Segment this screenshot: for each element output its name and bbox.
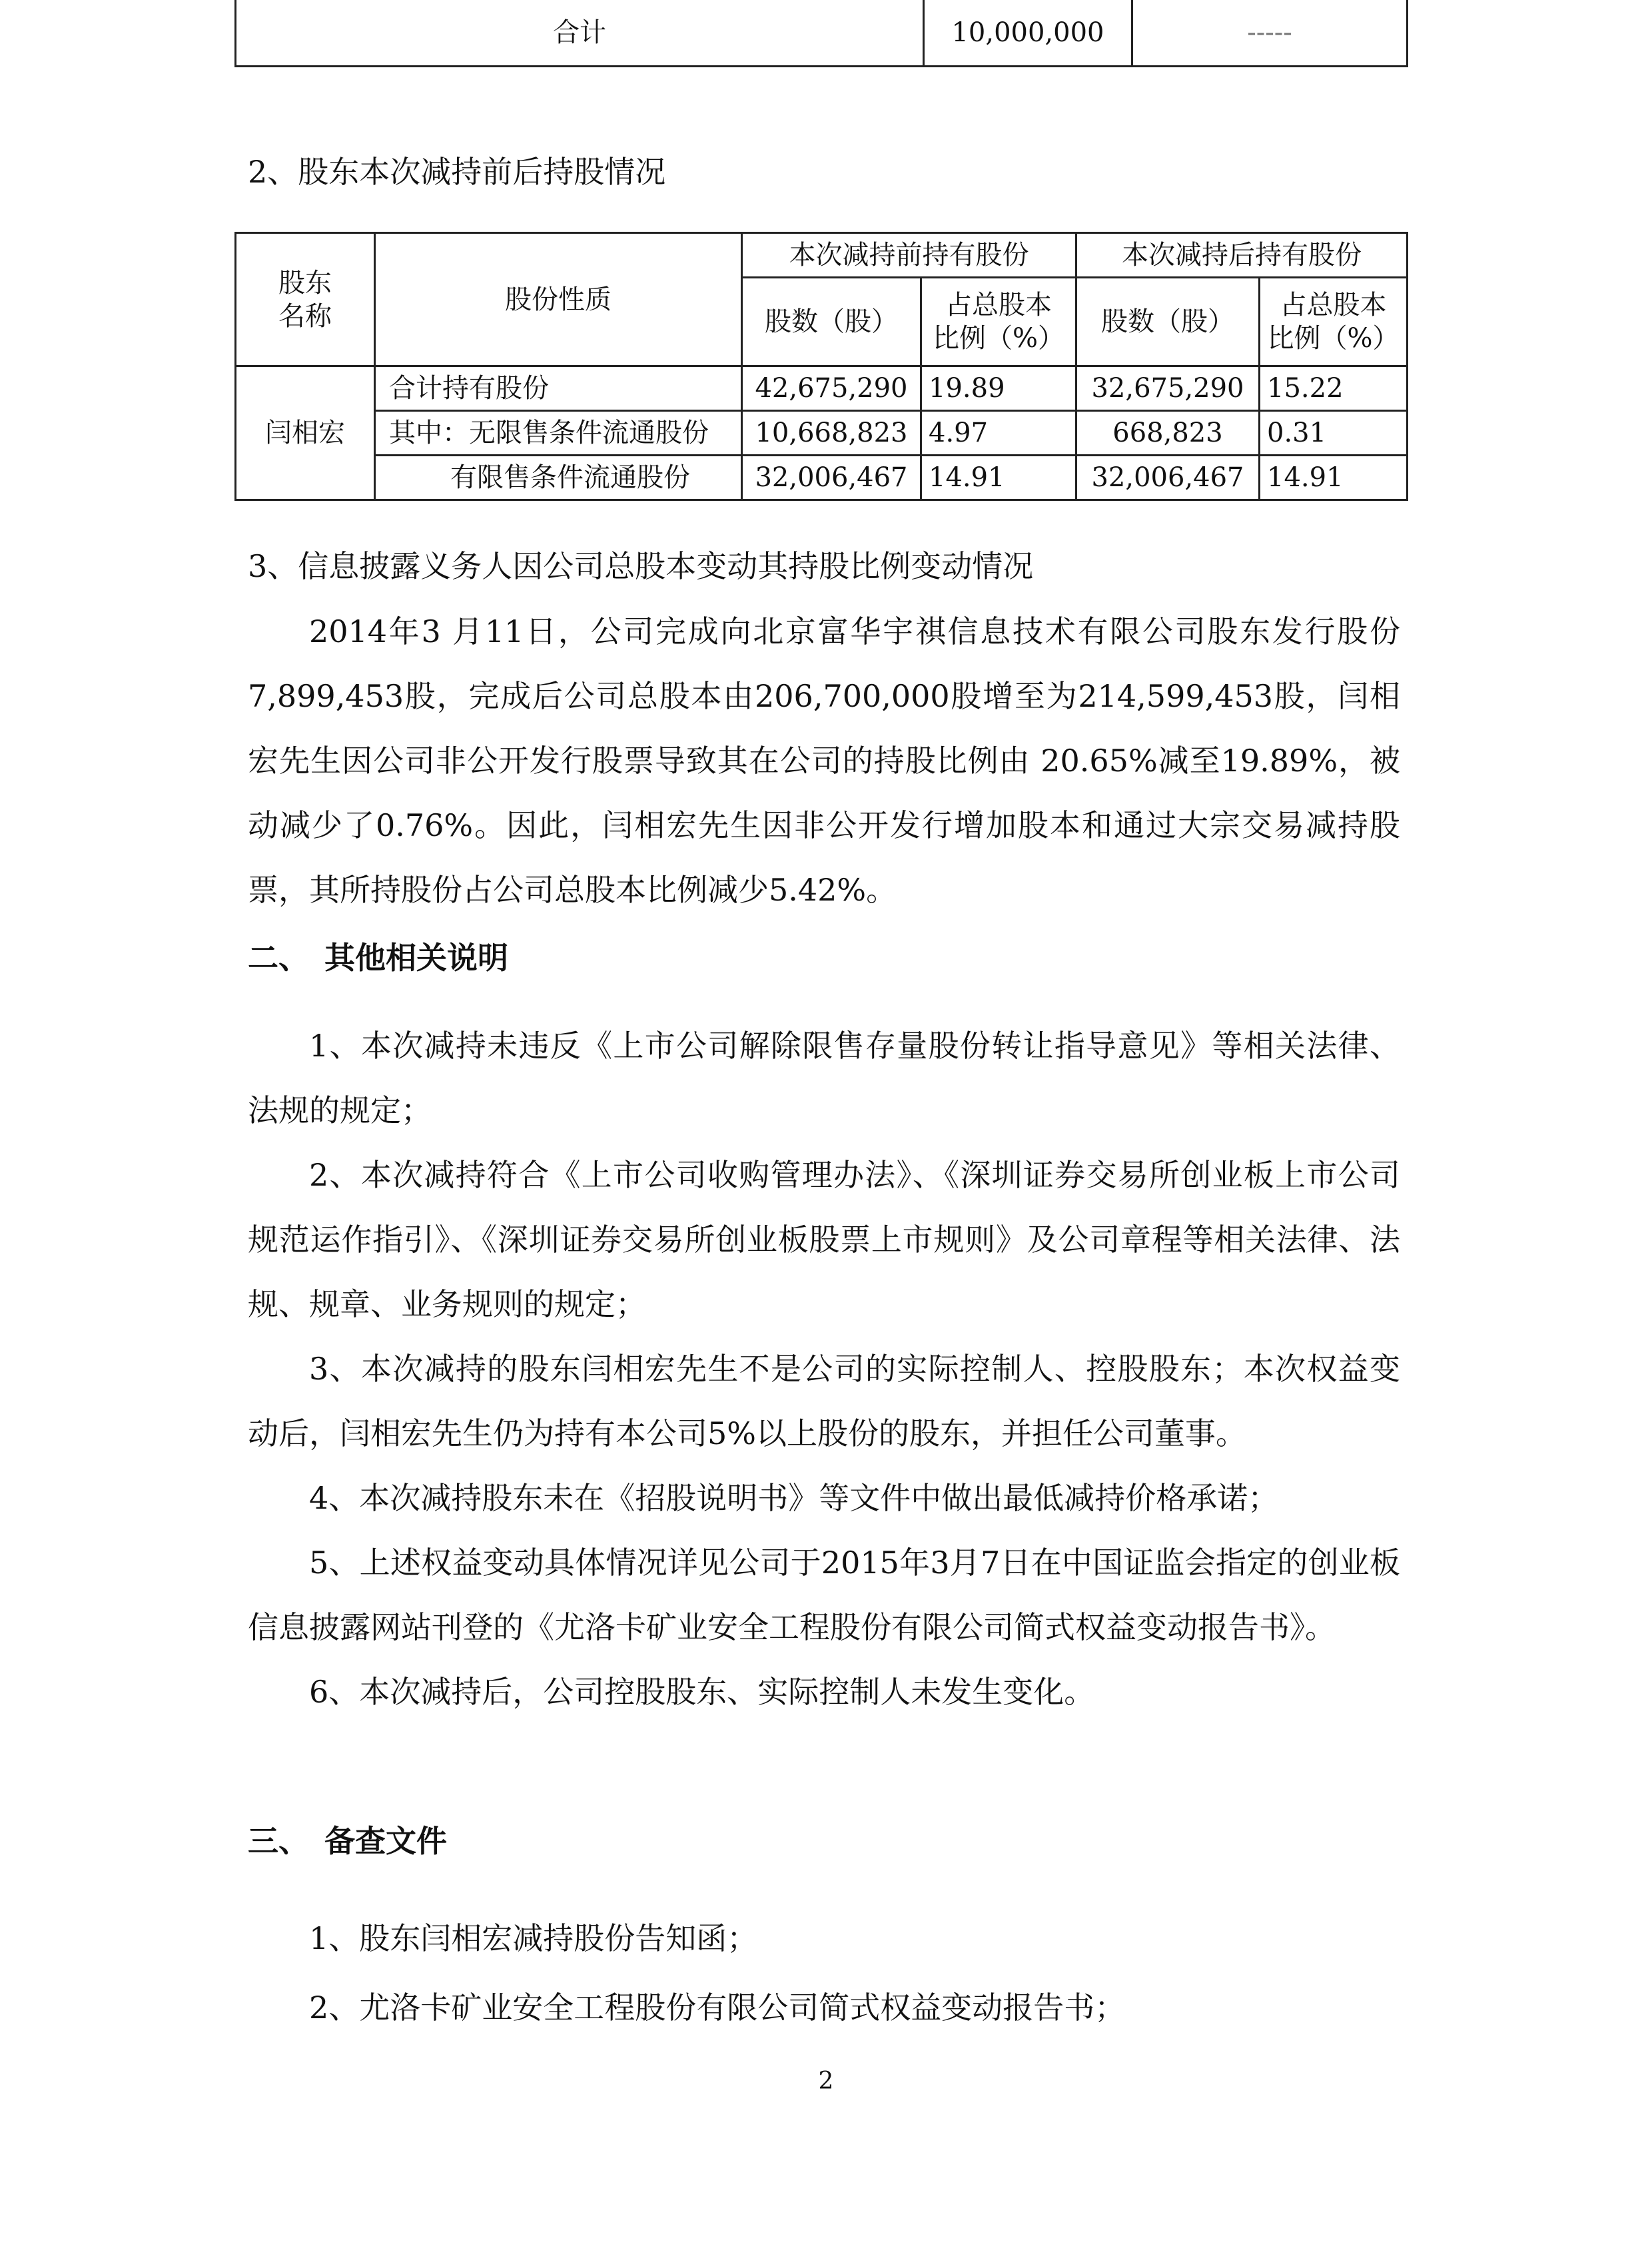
before-shares: 32,006,467 — [742, 456, 921, 500]
before-shares: 10,668,823 — [742, 411, 921, 456]
before-ratio: 19.89 — [921, 366, 1076, 411]
doc-item: 1、股东闫相宏减持股份告知函； — [309, 1920, 758, 1956]
header-before: 本次减持前持有股份 — [742, 233, 1076, 278]
table-row — [236, 366, 1408, 411]
section-2-title: 2、股东本次减持前后持股情况 — [248, 154, 666, 190]
after-ratio: 15.22 — [1260, 366, 1408, 411]
note-item: 6、本次减持后，公司控股股东、实际控制人未发生变化。 — [309, 1674, 1095, 1710]
share-type: 有限售条件流通股份 — [375, 456, 742, 500]
reference-docs-list — [248, 1904, 1400, 2042]
total-label: 合计 — [236, 0, 924, 67]
note-item: 1、本次减持未违反《上市公司解除限售存量股份转让指导意见》等相关法律、法规的规定； — [248, 1028, 1400, 1128]
total-amount: 10,000,000 — [924, 0, 1132, 67]
page-number: 2 — [818, 2067, 834, 2095]
note-item: 4、本次减持股东未在《招股说明书》等文件中做出最低减持价格承诺； — [309, 1480, 1279, 1516]
note-item: 5、上述权益变动具体情况详见公司于2015年3月7日在中国证监会指定的创业板信息披露网站刊登的《尤洛卡矿业安全工程股份有限公司简式权益变动报告书》。 — [248, 1545, 1400, 1645]
heading-other-notes: 二、 其他相关说明 — [248, 940, 508, 976]
header-before-shares: 股数（股） — [742, 278, 921, 366]
section-3-body: 2014年3 月11日，公司完成向北京富华宇祺信息技术有限公司股东发行股份7,899,453股，完成后公司总股本由206,700,000股增至为214,599,453股，闫相宏先生因公司非公开发行股票导致其在公司的持股比例由 20.65%减至19.89%，被动减少了0.76%。因此，闫相宏先生因非公开发行增加股本和通过大宗交易减持股票，其所持股份占公司总股本比例减少5.42%。 — [248, 613, 1400, 908]
before-shares: 42,675,290 — [742, 366, 921, 411]
share-type: 合计持有股份 — [375, 366, 742, 411]
note-item: 3、本次减持的股东闫相宏先生不是公司的实际控制人、控股股东；本次权益变动后，闫相宏先生仍为持有本公司5%以上股份的股东，并担任公司董事。 — [248, 1351, 1400, 1451]
after-shares: 32,006,467 — [1076, 456, 1260, 500]
other-notes-list — [248, 1014, 1400, 1724]
heading-reference-docs: 三、 备查文件 — [248, 1823, 447, 1859]
before-ratio: 14.91 — [921, 456, 1076, 500]
section-3-title: 3、信息披露义务人因公司总股本变动其持股比例变动情况 — [248, 548, 1034, 584]
note-item: 2、本次减持符合《上市公司收购管理办法》、《深圳证券交易所创业板上市公司规范运作指引》、《深圳证券交易所创业板股票上市规则》及公司章程等相关法律、法规、规章、业务规则的规定； — [248, 1157, 1400, 1322]
total-ratio: ----- — [1132, 0, 1408, 67]
holding-table — [234, 232, 1408, 501]
header-share-type: 股份性质 — [375, 233, 742, 366]
share-type: 其中：无限售条件流通股份 — [375, 411, 742, 456]
before-ratio: 4.97 — [921, 411, 1076, 456]
table-row — [236, 233, 1408, 278]
header-before-ratio: 占总股本 比例（%） — [921, 278, 1076, 366]
after-ratio: 0.31 — [1260, 411, 1408, 456]
header-holder-name: 股东 名称 — [236, 233, 375, 366]
after-ratio: 14.91 — [1260, 456, 1408, 500]
after-shares: 32,675,290 — [1076, 366, 1260, 411]
table-row — [236, 411, 1408, 456]
table-row — [236, 456, 1408, 500]
after-shares: 668,823 — [1076, 411, 1260, 456]
summary-table — [234, 0, 1408, 67]
holder-name: 闫相宏 — [236, 366, 375, 500]
header-after: 本次减持后持有股份 — [1076, 233, 1408, 278]
header-after-shares: 股数（股） — [1076, 278, 1260, 366]
table-row — [236, 0, 1408, 67]
doc-item: 2、尤洛卡矿业安全工程股份有限公司简式权益变动报告书； — [309, 1990, 1126, 2026]
header-after-ratio: 占总股本 比例（%） — [1260, 278, 1408, 366]
